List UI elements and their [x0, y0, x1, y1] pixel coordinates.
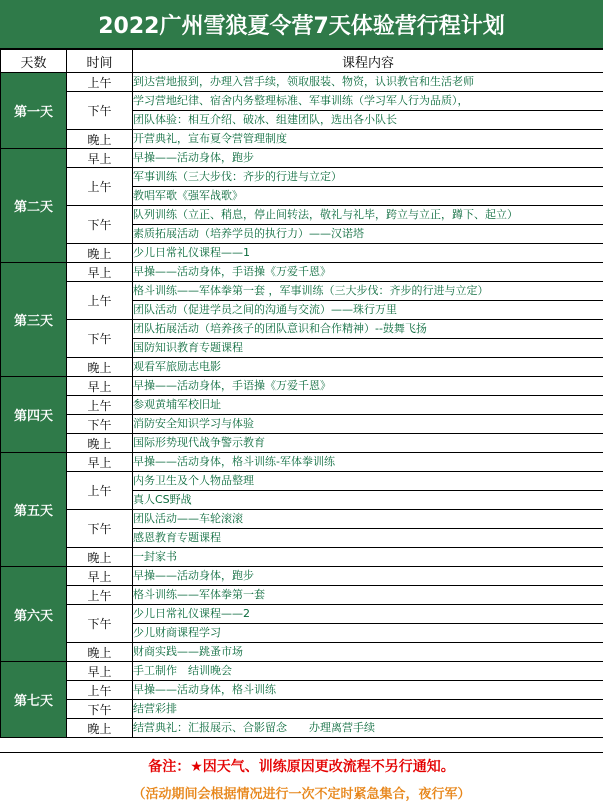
table-row [1, 548, 603, 567]
time-period: 下午 [67, 415, 133, 434]
course-item: 早操——活动身体，格斗训练-军体拳训练 [133, 453, 603, 472]
time-period: 上午 [67, 586, 133, 605]
course-item: 早操——活动身体，手语操《万爱千恩》 [133, 263, 603, 282]
course-item: 学习营地纪律、宿舍内务整理标准、军事训练（学习军人行为品质）， [133, 92, 603, 111]
header-day: 天数 [1, 50, 67, 73]
time-period: 晚上 [67, 719, 133, 738]
table-row [1, 282, 603, 301]
time-period: 晚上 [67, 130, 133, 149]
course-item: 观看军旅励志电影 [133, 358, 603, 377]
table-row [1, 320, 603, 339]
table-row [1, 434, 603, 453]
time-period: 晚上 [67, 643, 133, 662]
course-item: 早操——活动身体，手语操《万爱千恩》 [133, 377, 603, 396]
time-period: 早上 [67, 662, 133, 681]
course-item: 手工制作 结训晚会 [133, 662, 603, 681]
time-period: 早上 [67, 567, 133, 586]
table-row [1, 168, 603, 187]
course-item: 内务卫生及个人物品整理 [133, 472, 603, 491]
course-item: 早操——活动身体，格斗训练 [133, 681, 603, 700]
course-item: 教唱军歌《强军战歌》 [133, 187, 603, 206]
table-row [1, 700, 603, 719]
day-label: 第四天 [1, 377, 67, 453]
time-period: 下午 [67, 510, 133, 548]
table-row [1, 662, 603, 681]
course-item: 少儿财商课程学习 [133, 624, 603, 643]
table-row [1, 130, 603, 149]
time-period: 晚上 [67, 548, 133, 567]
notes-section [0, 752, 603, 804]
course-item: 团队活动——车轮滚滚 [133, 510, 603, 529]
course-item: 军事训练（三大步伐：齐步的行进与立定） [133, 168, 603, 187]
course-item: 早操——活动身体，跑步 [133, 567, 603, 586]
day-label: 第一天 [1, 73, 67, 149]
time-period: 早上 [67, 453, 133, 472]
note-weather: 备注：★因天气、训练原因更改流程不另行通知。 [0, 753, 603, 779]
course-item: 格斗训练——军体拳第一套 ，军事训练（三大步伐：齐步的行进与立定） [133, 282, 603, 301]
table-row [1, 244, 603, 263]
course-item: 队列训练（立正、稍息，停止间转法，敬礼与礼毕，跨立与立正，蹲下、起立） [133, 206, 603, 225]
table-row [1, 719, 603, 738]
day-label: 第七天 [1, 662, 67, 738]
course-item: 财商实践——跳蚤市场 [133, 643, 603, 662]
table-row [1, 263, 603, 282]
course-item: 团队体验：相互介绍、破冰、组建团队，选出各小队长 [133, 111, 603, 130]
table-row [1, 206, 603, 225]
table-row [1, 377, 603, 396]
day-label: 第五天 [1, 453, 67, 567]
table-row [1, 415, 603, 434]
header-row [1, 50, 603, 73]
time-period: 早上 [67, 377, 133, 396]
time-period: 晚上 [67, 434, 133, 453]
course-item: 真人CS野战 [133, 491, 603, 510]
time-period: 上午 [67, 282, 133, 320]
header-time: 时间 [67, 50, 133, 73]
time-period: 晚上 [67, 358, 133, 377]
table-row [1, 472, 603, 491]
schedule-table [0, 49, 603, 738]
time-period: 上午 [67, 681, 133, 700]
time-period: 下午 [67, 206, 133, 244]
time-period: 下午 [67, 320, 133, 358]
table-row [1, 149, 603, 168]
course-item: 参观黄埔军校旧址 [133, 396, 603, 415]
time-period: 早上 [67, 263, 133, 282]
table-row [1, 643, 603, 662]
time-period: 上午 [67, 472, 133, 510]
time-period: 下午 [67, 605, 133, 643]
time-period: 早上 [67, 149, 133, 168]
time-period: 下午 [67, 700, 133, 719]
course-item: 少儿日常礼仪课程——2 [133, 605, 603, 624]
table-row [1, 567, 603, 586]
course-item: 团队拓展活动（培养孩子的团队意识和合作精神）--鼓舞飞扬 [133, 320, 603, 339]
table-row [1, 605, 603, 624]
table-row [1, 92, 603, 111]
time-period: 晚上 [67, 244, 133, 263]
course-item: 一封家书 [133, 548, 603, 567]
day-label: 第二天 [1, 149, 67, 263]
course-item: 国际形势现代战争警示教育 [133, 434, 603, 453]
course-item: 格斗训练——军体拳第一套 [133, 586, 603, 605]
day-label: 第三天 [1, 263, 67, 377]
table-row [1, 586, 603, 605]
course-item: 到达营地报到，办理入营手续，领取服装、物资，认识教官和生活老师 [133, 73, 603, 92]
time-period: 下午 [67, 92, 133, 130]
course-item: 消防安全知识学习与体验 [133, 415, 603, 434]
course-item: 少儿日常礼仪课程——1 [133, 244, 603, 263]
page-title: 2022广州雪狼夏令营7天体验营行程计划 [0, 0, 603, 49]
header-content: 课程内容 [133, 50, 603, 73]
course-item: 早操——活动身体，跑步 [133, 149, 603, 168]
table-row [1, 358, 603, 377]
day-label: 第六天 [1, 567, 67, 662]
course-item: 国防知识教育专题课程 [133, 339, 603, 358]
time-period: 上午 [67, 73, 133, 92]
table-row [1, 396, 603, 415]
note-emergency: （活动期间会根据情况进行一次不定时紧急集合，夜行军） [0, 779, 603, 805]
course-item: 素质拓展活动（培养学员的执行力）——汉诺塔 [133, 225, 603, 244]
table-row [1, 510, 603, 529]
course-item: 团队活动（促进学员之间的沟通与交流）——珠行万里 [133, 301, 603, 320]
course-item: 结营彩排 [133, 700, 603, 719]
table-row [1, 453, 603, 472]
time-period: 上午 [67, 396, 133, 415]
course-item: 感恩教育专题课程 [133, 529, 603, 548]
table-row [1, 73, 603, 92]
course-item: 开营典礼，宣布夏令营管理制度 [133, 130, 603, 149]
table-row [1, 681, 603, 700]
course-item: 结营典礼：汇报展示、合影留念 办理离营手续 [133, 719, 603, 738]
time-period: 上午 [67, 168, 133, 206]
